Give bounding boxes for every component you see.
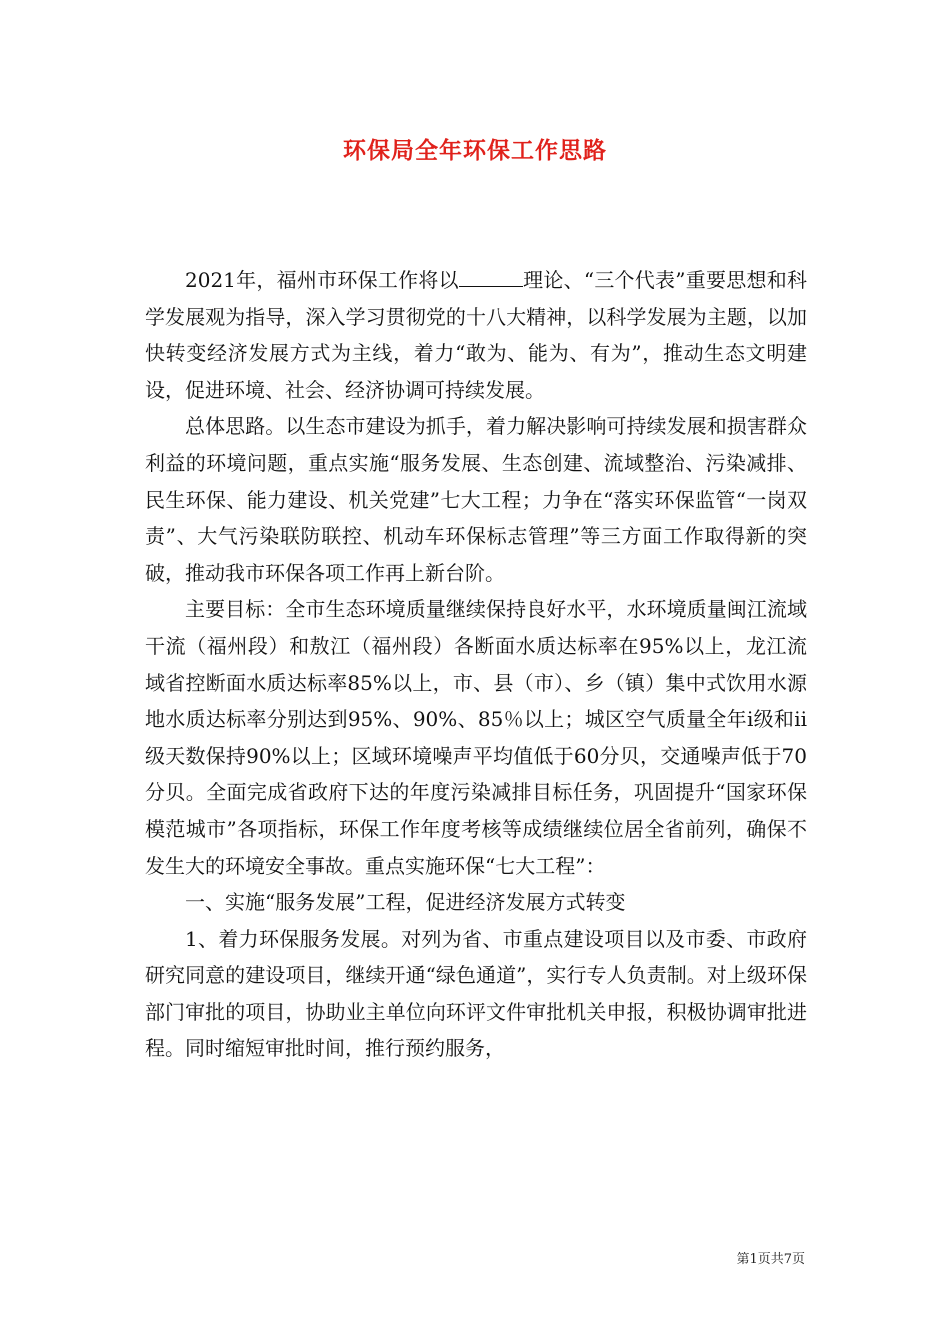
blank-line [459,268,523,287]
section-heading-1: 一、实施“服务发展”工程，促进经济发展方式转变 [185,890,626,915]
paragraph-main-goals: 主要目标：全市生态环境质量继续保持良好水平，水环境质量闽江流域干流（福州段）和敖江（福州段）各断面水质达标率在95%以上，龙江流域省控断面水质达标率85%以上，市、县（市）、乡（镇）集中式饮用水源地水质达标率分别达到95%、90%、85％以上；城区空气质量全年ⅰ级和ⅱ级天数保持90%以上；区域环境噪声平均值低于60分贝，交通噪声低于70分贝。全面完成省政府下达的年度污染减排目标任务，巩固提升“国家环保模范城市”各项指标，环保工作年度考核等成绩继续位居全省前列，确保不发生大的环境安全事故。重点实施环保“七大工程”： [145,597,807,878]
paragraph-intro-part1: 2021年，福州市环保工作将以 [185,268,459,292]
page-number: 第1页共7页 [736,1252,805,1267]
document-body [145,262,807,1067]
document-title: 环保局全年环保工作思路 [343,138,607,164]
paragraph-intro-part2: 理论、“三个代表”重要思想和科学发展观为指导，深入学习贯彻党的十八大精神，以科学发展为主题，以加快转变经济发展方式为主线，着力“敢为、能为、有为”，推动生态文明建设，促进环境、社会、经济协调可持续发展。 [145,268,807,402]
paragraph-service-development: 1、着力环保服务发展。对列为省、市重点建设项目以及市委、市政府研究同意的建设项目，继续开通“绿色通道”，实行专人负责制。对上级环保部门审批的项目，协助业主单位向环评文件审批机关申报，积极协调审批进程。同时缩短审批时间，推行预约服务， [145,926,807,1061]
paragraph-overall-approach: 总体思路。以生态市建设为抓手，着力解决影响可持续发展和损害群众利益的环境问题，重点实施“服务发展、生态创建、流域整治、污染减排、民生环保、能力建设、机关党建”七大工程；力争在“落实环保监管“一岗双责”、大气污染联防联控、机动车环保标志管理”等三方面工作取得新的突破，推动我市环保各项工作再上新台阶。 [145,414,807,585]
paragraph-intro [145,262,807,408]
